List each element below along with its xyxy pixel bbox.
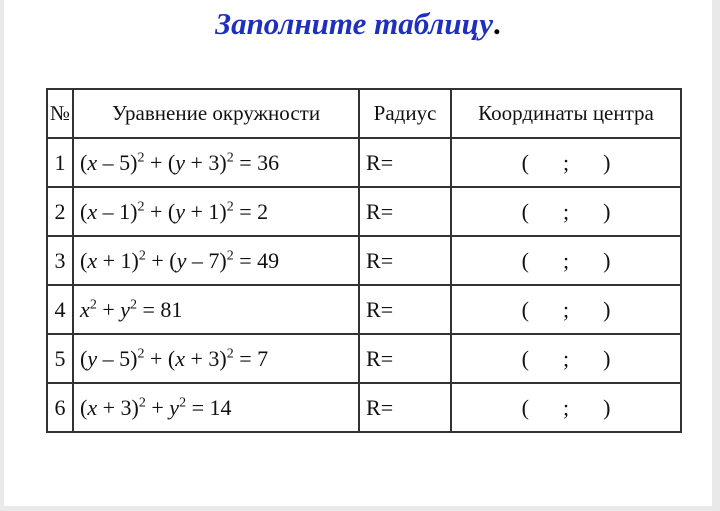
row-number: 2: [47, 187, 73, 236]
row-number: 3: [47, 236, 73, 285]
table-row: [47, 285, 681, 334]
page-title: [4, 6, 712, 42]
table-row: [47, 383, 681, 432]
circle-equation: $x^2 + y^2 = 81$: [73, 285, 359, 334]
center-coordinates-field[interactable]: ( ; ): [451, 383, 681, 432]
row-number: 4: [47, 285, 73, 334]
worksheet-page: [4, 0, 712, 506]
header-num: №: [47, 89, 73, 138]
row-number: 1: [47, 138, 73, 187]
header-radius: Радиус: [359, 89, 451, 138]
center-coordinates-field[interactable]: ( ; ): [451, 236, 681, 285]
center-coordinates-field[interactable]: ( ; ): [451, 334, 681, 383]
center-coordinates-field[interactable]: ( ; ): [451, 138, 681, 187]
table-row: [47, 187, 681, 236]
circle-equation: $(x + 1)^2 + (y - 7)^2 = 49$: [73, 236, 359, 285]
radius-field[interactable]: R=: [359, 334, 451, 383]
title-dot: .: [492, 6, 501, 41]
circle-table: [46, 88, 682, 433]
table-row: [47, 334, 681, 383]
title-text: Заполните таблицу: [215, 6, 493, 41]
row-number: 5: [47, 334, 73, 383]
circle-equation: $(x - 5)^2 + (y + 3)^2 = 36$: [73, 138, 359, 187]
header-equation: Уравнение окружности: [73, 89, 359, 138]
radius-field[interactable]: R=: [359, 383, 451, 432]
table-row: [47, 236, 681, 285]
radius-field[interactable]: R=: [359, 187, 451, 236]
row-number: 6: [47, 383, 73, 432]
radius-field[interactable]: R=: [359, 138, 451, 187]
header-center: Координаты центра: [451, 89, 681, 138]
table-body: [47, 138, 681, 432]
center-coordinates-field[interactable]: ( ; ): [451, 187, 681, 236]
radius-field[interactable]: R=: [359, 285, 451, 334]
table-row: [47, 138, 681, 187]
center-coordinates-field[interactable]: ( ; ): [451, 285, 681, 334]
circle-equation: $(y - 5)^2 + (x + 3)^2 = 7$: [73, 334, 359, 383]
circle-equation: $(x - 1)^2 + (y + 1)^2 = 2$: [73, 187, 359, 236]
circle-equation: $(x + 3)^2 + y^2 = 14$: [73, 383, 359, 432]
table-header-row: [47, 89, 681, 138]
radius-field[interactable]: R=: [359, 236, 451, 285]
